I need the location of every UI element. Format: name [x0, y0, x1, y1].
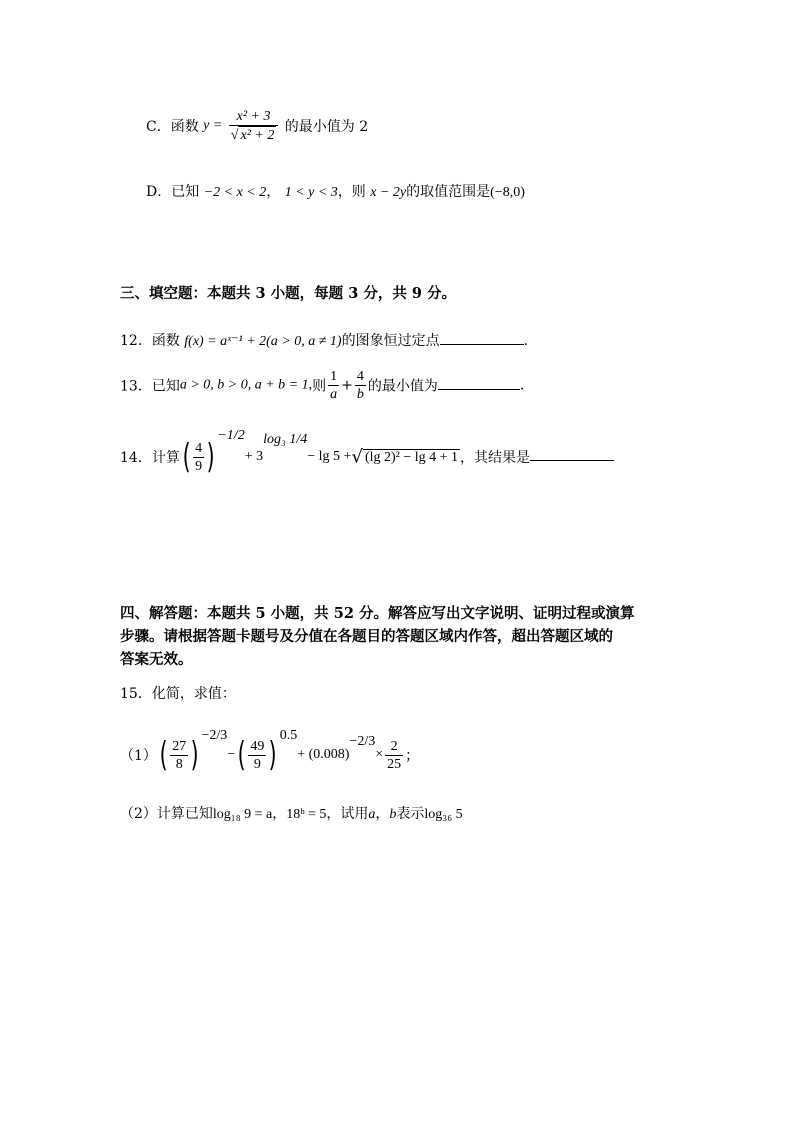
- q12-number: 12．函数: [120, 333, 180, 349]
- q14-f-num: 4: [195, 440, 203, 456]
- q14-sqrt-sign: √: [351, 446, 363, 468]
- q15-p2-sep-3: ，: [375, 806, 390, 822]
- q15-p1-exp-3: −2/3: [349, 734, 376, 749]
- option-d-sep1: ，: [266, 184, 281, 200]
- q15-p1-minus: −: [227, 747, 236, 762]
- q15-p2-log-2: log₃₆ 5: [424, 807, 463, 822]
- q15-p2-var-b: b: [389, 807, 397, 822]
- q15-p2-sep-2: ，试用: [326, 806, 369, 822]
- q15-p2-tail: 表示: [396, 806, 425, 822]
- q15-p1-times: ×: [375, 747, 384, 762]
- q15-p2-label: （2）计算已知: [120, 806, 213, 822]
- q15-p1-f1-num: 27: [172, 738, 187, 754]
- option-d-range: (−8,0): [490, 185, 525, 200]
- q15-p1-paren-2-close: ): [269, 735, 278, 775]
- option-d-cond1: −2 < x < 2: [203, 185, 267, 200]
- q13-condition: a > 0, b > 0, a + b = 1,: [179, 377, 313, 393]
- q14-right-paren: ): [206, 437, 215, 477]
- q13-answer-blank[interactable]: [438, 388, 520, 390]
- option-d-cond2: 1 < y < 3: [284, 185, 338, 200]
- option-c-tail: 的最小值为 2: [284, 119, 369, 135]
- q13-f1-num: 1: [330, 369, 338, 384]
- q15-p1-term-3: + (0.008): [297, 747, 350, 762]
- q15-p1-fraction-3: [385, 738, 403, 773]
- q15-p2-var-a: a: [368, 807, 376, 822]
- q15-part-1: [120, 728, 419, 775]
- q15-p1-f1-den: 8: [175, 756, 183, 772]
- option-c-denominator-wrap: √ x² + 2: [230, 128, 275, 143]
- section-3-title: 三、填空题：本题共 3 小题，每题 3 分，共 9 分。: [120, 285, 457, 302]
- q14-tail: ，其结果是: [460, 450, 531, 466]
- q14-number: 14．计算: [120, 450, 180, 466]
- option-d: [146, 181, 525, 201]
- question-13: [120, 368, 524, 403]
- option-d-expr: x − 2y: [370, 185, 407, 200]
- q13-fraction-1: [328, 368, 339, 403]
- q15-p1-f2-num: 49: [250, 738, 265, 754]
- q14-exponent-1: −1/2: [217, 428, 245, 443]
- q14-exponent-2: log₃ 1/4: [263, 432, 308, 447]
- q15-p1-paren-2-open: (: [237, 735, 246, 775]
- option-c-fraction: [229, 108, 279, 144]
- q12-tail: 的图象恒过定点: [341, 333, 440, 349]
- q14-term-2: + 3: [244, 449, 264, 464]
- q14-f-den: 9: [195, 458, 203, 474]
- section-4-title-line-3: 答案无效。: [120, 651, 193, 668]
- q15-p1-f3-num: 2: [385, 738, 403, 756]
- option-c-lhs: y =: [203, 118, 223, 133]
- q15-p1-fraction-2: [248, 738, 266, 773]
- q15-p1-f2-den: 9: [253, 756, 261, 772]
- question-12: [120, 330, 528, 350]
- option-c-label: C．函数: [146, 119, 199, 135]
- option-d-label: D．已知: [146, 184, 200, 200]
- q15-p1-fraction-1: [170, 738, 188, 773]
- section-4-title-line-1: 四、解答题：本题共 5 小题，共 52 分。解答应写出文字说明、证明过程或演算: [120, 605, 635, 622]
- option-c: [146, 108, 368, 144]
- q14-answer-blank[interactable]: [530, 459, 614, 461]
- q14-left-paren: (: [182, 437, 191, 477]
- q14-radicand: (lg 2)² − lg 4 + 1: [364, 449, 459, 465]
- q14-fraction: [193, 440, 204, 475]
- q12-expression: f(x) = aˣ⁻¹ + 2(a > 0, a ≠ 1): [184, 334, 342, 349]
- q15-heading: 15．化简，求值：: [120, 686, 236, 702]
- q15-p1-exp-1: −2/3: [201, 728, 228, 743]
- q13-tail: 的最小值为: [367, 378, 438, 395]
- q15-p1-f3-den: 25: [387, 756, 402, 772]
- q15-p1-exp-2: 0.5: [279, 728, 298, 743]
- option-c-denominator: x² + 2: [240, 128, 275, 143]
- q15-p1-paren-1-close: ): [190, 735, 199, 775]
- option-c-numerator: x² + 3: [229, 108, 279, 126]
- q13-f2-den: b: [356, 387, 364, 402]
- q14-term-3: − lg 5 +: [307, 449, 352, 464]
- q12-answer-blank[interactable]: [440, 343, 524, 345]
- q15-p2-sep-1: ，: [272, 806, 287, 822]
- q13-number: 13．已知: [120, 378, 180, 395]
- option-d-sep2: ，则: [337, 184, 366, 200]
- q13-f2-num: 4: [356, 369, 364, 384]
- q13-then: 则: [312, 378, 327, 395]
- q13-fraction-2: [355, 368, 366, 403]
- q15-part-2: [120, 803, 463, 823]
- q13-plus: +: [341, 377, 353, 394]
- section-4-title-line-2: 步骤。请根据答题卡题号及分值在各题目的答题区域内作答，超出答题区域的: [120, 628, 613, 645]
- q13-f1-den: a: [330, 387, 338, 402]
- option-d-tail: 的取值范围是: [406, 184, 491, 200]
- q15-p2-eq-2: 18ᵇ = 5: [286, 807, 327, 822]
- q15-p1-label: （1）: [120, 748, 157, 764]
- q13-end: .: [519, 377, 525, 394]
- q12-end: .: [523, 333, 529, 349]
- q15-p2-log-1: log₁₈ 9 = a: [212, 807, 273, 822]
- question-14: [120, 428, 614, 477]
- q15-p1-end: ；: [405, 748, 420, 764]
- q15-p1-paren-1-open: (: [159, 735, 168, 775]
